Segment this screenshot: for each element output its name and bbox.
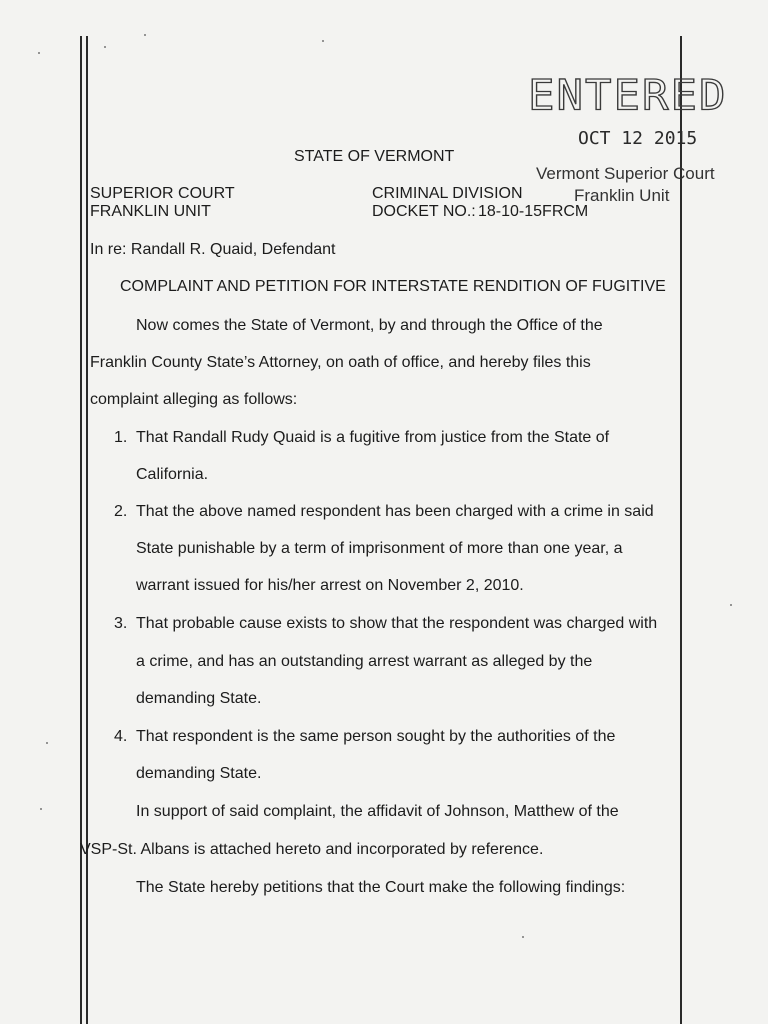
item-line: demanding State.: [136, 765, 262, 782]
intro-line: Franklin County State’s Attorney, on oath of office, and hereby files this: [90, 354, 591, 371]
item-line: That Randall Rudy Quaid is a fugitive from justice from the State of: [136, 429, 610, 446]
court-unit: FRANKLIN UNIT: [90, 203, 211, 220]
left-margin-line-1: [80, 36, 82, 1024]
support-line: VSP-St. Albans is attached hereto and incorporated by reference.: [80, 841, 544, 858]
docket-label: DOCKET NO.:: [372, 203, 476, 220]
item-number: 3.: [114, 615, 128, 632]
scan-speck: [322, 40, 324, 42]
right-margin-line: [680, 36, 682, 1024]
intro-line: complaint alleging as follows:: [90, 391, 298, 408]
item-number: 4.: [114, 728, 128, 745]
stamp-unit: Franklin Unit: [574, 186, 670, 205]
closing-line: The State hereby petitions that the Court make the following findings:: [136, 879, 626, 896]
item-line: That probable cause exists to show that the respondent was charged with: [136, 615, 658, 632]
stamp-date: OCT 12 2015: [578, 128, 698, 149]
court-name: SUPERIOR COURT: [90, 185, 235, 202]
docket-number: 18-10-15FRCM: [478, 203, 589, 220]
item-line: State punishable by a term of imprisonment of more than one year, a: [136, 540, 623, 557]
stamp-court: Vermont Superior Court: [536, 164, 715, 183]
item-number: 2.: [114, 503, 128, 520]
support-line: In support of said complaint, the affidavit of Johnson, Matthew of the: [136, 803, 619, 820]
item-line: a crime, and has an outstanding arrest warrant as alleged by the: [136, 653, 593, 670]
entered-stamp: ENTERED: [528, 71, 728, 120]
scan-speck: [40, 808, 42, 810]
state-heading: STATE OF VERMONT: [294, 148, 455, 165]
caption: In re: Randall R. Quaid, Defendant: [90, 241, 336, 258]
item-line: demanding State.: [136, 690, 262, 707]
item-line: That respondent is the same person sought by the authorities of the: [136, 728, 616, 745]
scan-speck: [46, 742, 48, 744]
item-line: California.: [136, 466, 209, 483]
item-number: 1.: [114, 429, 128, 446]
scan-speck: [144, 34, 146, 36]
scan-speck: [104, 46, 106, 48]
scan-speck: [38, 52, 40, 54]
left-margin-line-2: [86, 36, 88, 1024]
document-title: COMPLAINT AND PETITION FOR INTERSTATE RENDITION OF FUGITIVE: [120, 278, 666, 295]
item-line: warrant issued for his/her arrest on November 2, 2010.: [136, 577, 524, 594]
scan-speck: [730, 604, 732, 606]
division: CRIMINAL DIVISION: [372, 185, 523, 202]
scan-speck: [522, 936, 524, 938]
item-line: That the above named respondent has been charged with a crime in said: [136, 503, 654, 520]
intro-line: Now comes the State of Vermont, by and through the Office of the: [136, 317, 603, 334]
